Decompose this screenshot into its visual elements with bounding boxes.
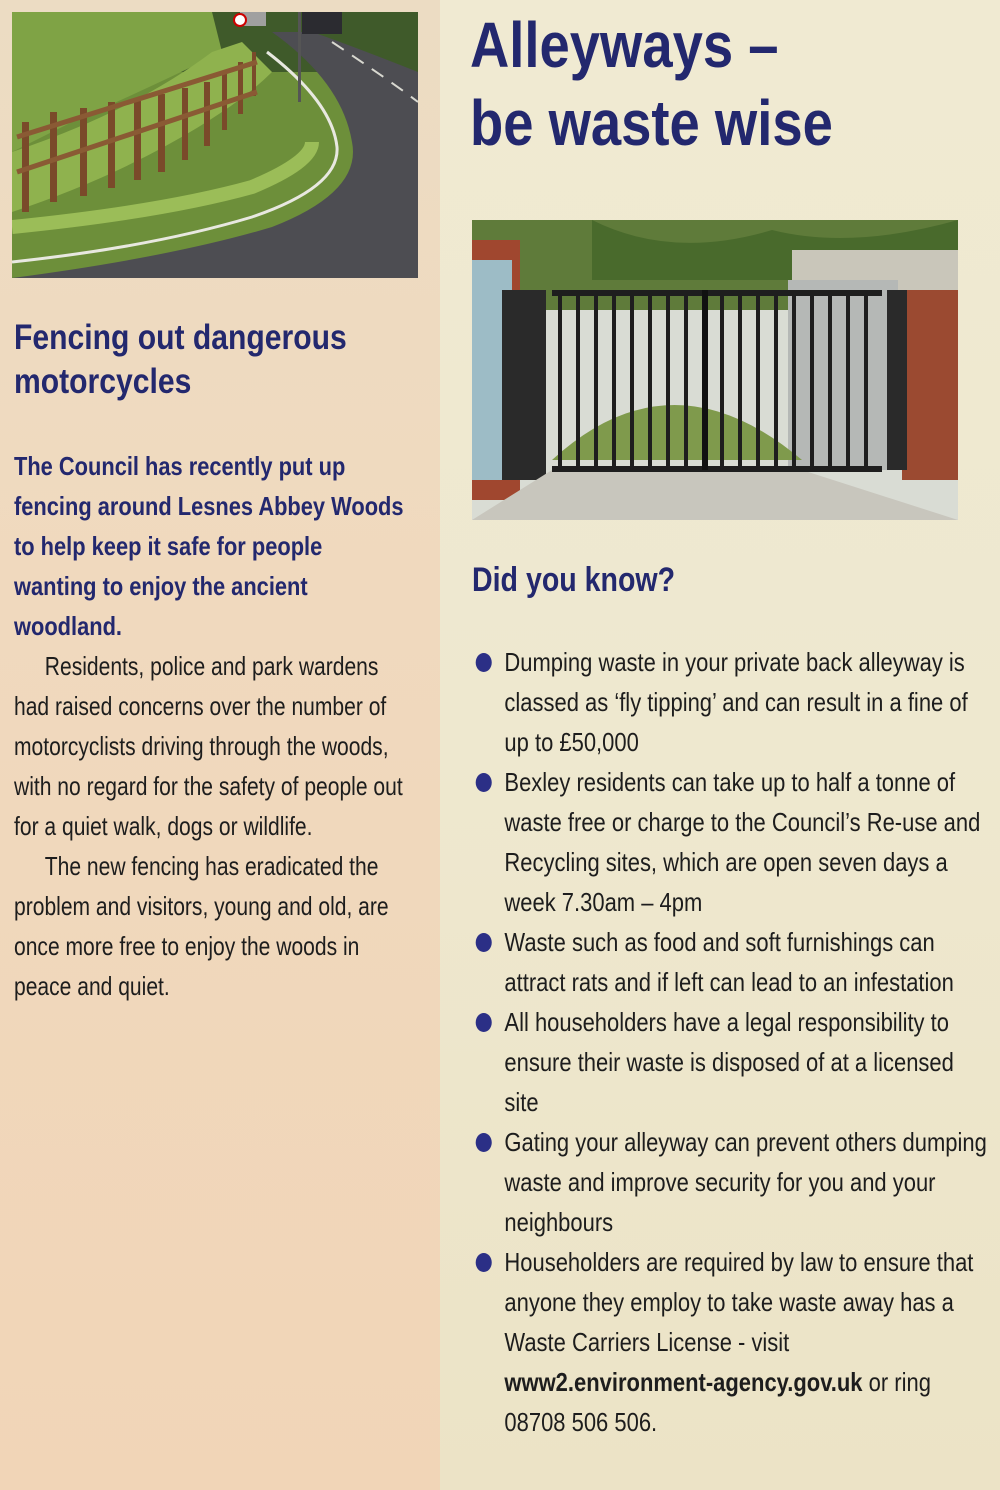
- phone-text: or ring 08708 506 506.: [504, 1367, 931, 1437]
- environment-agency-link[interactable]: www2.environment-agency.gov.uk: [504, 1367, 863, 1397]
- bullet-icon: [476, 653, 492, 672]
- did-you-know-heading: Did you know?: [472, 561, 676, 599]
- list-item: All householders have a legal responsibility to ensure their waste is disposed of at a licensed site: [474, 1002, 989, 1122]
- list-item: Waste such as food and soft furnishings can attract rats and if left can lead to an infestation: [474, 922, 989, 1002]
- bullet-icon: [476, 773, 492, 792]
- fencing-heading: Fencing out dangerous motorcycles: [14, 318, 347, 401]
- fencing-paragraph-2: The new fencing has eradicated the problem and visitors, young and old, are once more free to enjoy the woods in peace and quiet.: [14, 851, 389, 1001]
- road-fencing-photo: [12, 12, 418, 278]
- fencing-paragraph-1: Residents, police and park wardens had raised concerns over the number of motorcyclists driving through the woods, with no regard for the safety of people out for a quiet walk, dogs or wildlife.: [14, 651, 403, 841]
- fencing-body: [14, 646, 419, 1006]
- alleyway-gate-photo: [472, 220, 958, 520]
- fencing-lead-paragraph: The Council has recently put up fencing around Lesnes Abbey Woods to help keep it safe for people wanting to enjoy the ancient woodland.: [14, 451, 404, 641]
- bullet-icon: [476, 1013, 492, 1032]
- list-item: Bexley residents can take up to half a tonne of waste free or charge to the Council’s Re-use and Recycling sites, which are open seven days a week 7.30am – 4pm: [474, 762, 989, 922]
- list-item: Gating your alleyway can prevent others dumping waste and improve security for you and your neighbours: [474, 1122, 989, 1242]
- alleyways-title-line-2: be waste wise: [470, 87, 833, 159]
- bullet-icon: [476, 933, 492, 952]
- alleyways-title: [470, 6, 980, 162]
- license-text: Householders are required by law to ensure that anyone they employ to take waste away has a Waste Carriers License - visit: [504, 1247, 974, 1357]
- list-item: [474, 1242, 989, 1442]
- alleyways-title-line-1: Alleyways –: [470, 9, 779, 81]
- list-item: Dumping waste in your private back alleyway is classed as ‘fly tipping’ and can result in a fine of up to £50,000: [474, 642, 989, 762]
- did-you-know-list: [474, 642, 989, 1442]
- bullet-icon: [476, 1133, 492, 1152]
- bullet-icon: [476, 1253, 492, 1272]
